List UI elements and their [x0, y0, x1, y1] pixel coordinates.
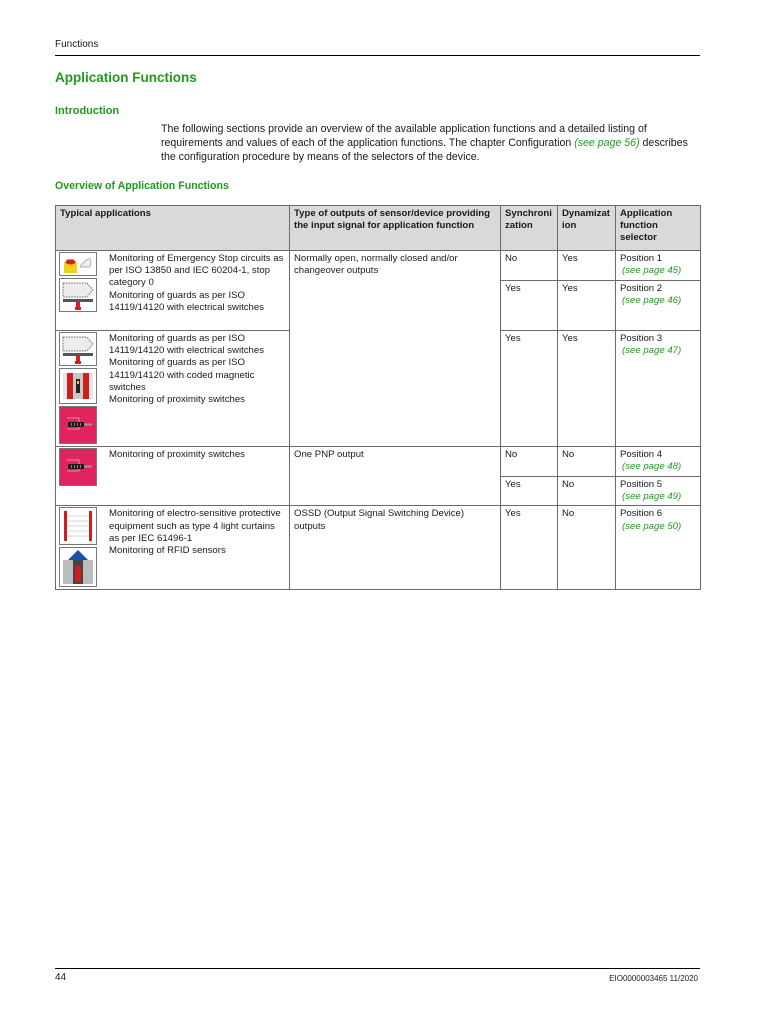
introduction-heading: Introduction: [55, 105, 120, 117]
intro-text-end: describes the configuration procedure by means of the selectors of the device.: [161, 137, 688, 163]
overview-heading: Overview of Application Functions: [55, 180, 229, 192]
dyn-cell: Yes: [558, 281, 616, 331]
output-type-cell: One PNP output: [290, 447, 501, 506]
position-label: Position 2: [620, 283, 663, 294]
light-curtain-icon: [59, 507, 97, 545]
table-row: [56, 251, 701, 281]
applications-cell: [56, 331, 290, 447]
dyn-cell: No: [558, 447, 616, 477]
running-header: Functions: [55, 39, 99, 50]
application-text: Monitoring of proximity switches: [109, 394, 245, 406]
output-type-cell: OSSD (Output Signal Switching Device) outputs: [290, 506, 501, 590]
application-text: Monitoring of Emergency Stop circuits as per ISO 13850 and IEC 60204-1, stop category 0: [109, 253, 284, 289]
position-label: Position 4: [620, 449, 663, 460]
sync-cell: No: [501, 447, 558, 477]
see-page-link[interactable]: (see page 48): [622, 461, 682, 473]
application-text: Monitoring of guards as per ISO 14119/14120 with electrical switches: [109, 289, 265, 313]
position-label: Position 3: [620, 333, 663, 344]
document-id: EIO0000003465 11/2020: [609, 974, 698, 983]
selector-cell: [616, 506, 701, 590]
dyn-cell: No: [558, 506, 616, 590]
proximity-switch-icon: [59, 406, 97, 444]
page-title: Application Functions: [55, 70, 197, 85]
application-text: Monitoring of guards as per ISO 14119/14120 with electrical switches: [109, 333, 265, 357]
guard-switch-icon: [59, 332, 97, 366]
magnetic-switch-icon: [59, 368, 97, 404]
table-row: [56, 506, 701, 590]
applications-cell: [56, 506, 290, 590]
header-rule: [55, 55, 700, 56]
sync-cell: Yes: [501, 281, 558, 331]
selector-cell: [616, 477, 701, 506]
selector-cell: [616, 251, 701, 281]
sync-cell: Yes: [501, 477, 558, 506]
col-output-type: Type of outputs of sensor/device providing the input signal for application function: [290, 206, 501, 251]
sync-cell: Yes: [501, 506, 558, 590]
col-synchronization: Synchroni zation: [501, 206, 558, 251]
see-page-link[interactable]: (see page 49): [622, 491, 682, 503]
rfid-sensor-icon: [59, 547, 97, 587]
application-text: Monitoring of proximity switches: [109, 449, 245, 460]
emergency-stop-icon: [59, 252, 97, 276]
intro-text-start: The following sections provide an overview of the available application functions and a detailed listing of requirements and values of each of the application functions. The chapter Configuration: [161, 123, 647, 149]
configuration-link[interactable]: (see page 56): [574, 137, 640, 149]
position-label: Position 1: [620, 253, 663, 264]
selector-cell: [616, 281, 701, 331]
dyn-cell: No: [558, 477, 616, 506]
see-page-link[interactable]: (see page 50): [622, 520, 682, 532]
introduction-text: [161, 122, 701, 164]
table-header-row: [56, 206, 701, 251]
footer-rule: [55, 968, 700, 969]
position-label: Position 5: [620, 479, 663, 490]
application-functions-table: [55, 205, 701, 590]
applications-cell: [56, 251, 290, 331]
see-page-link[interactable]: (see page 45): [622, 265, 682, 277]
selector-cell: [616, 331, 701, 447]
application-text: Monitoring of guards as per ISO 14119/14120 with coded magnetic switches: [109, 357, 255, 393]
col-typical-applications: Typical applications: [56, 206, 290, 251]
dyn-cell: Yes: [558, 251, 616, 281]
applications-cell: [56, 447, 290, 506]
page-number: 44: [55, 972, 67, 983]
table-row: [56, 447, 701, 477]
sync-cell: Yes: [501, 331, 558, 447]
see-page-link[interactable]: (see page 47): [622, 345, 682, 357]
position-label: Position 6: [620, 508, 663, 520]
see-page-link[interactable]: (see page 46): [622, 295, 682, 307]
selector-cell: [616, 447, 701, 477]
application-text: Monitoring of RFID sensors: [109, 545, 226, 557]
dyn-cell: Yes: [558, 331, 616, 447]
col-function-selector: Application function selector: [616, 206, 701, 251]
guard-switch-icon: [59, 278, 97, 312]
application-text: Monitoring of electro-sensitive protective equipment such as type 4 light curtains as per IEC 61496-1: [109, 508, 281, 544]
proximity-switch-icon: [59, 448, 97, 486]
output-type-cell: Normally open, normally closed and/or changeover outputs: [290, 251, 501, 447]
sync-cell: No: [501, 251, 558, 281]
col-dynamization: Dynamizat ion: [558, 206, 616, 251]
